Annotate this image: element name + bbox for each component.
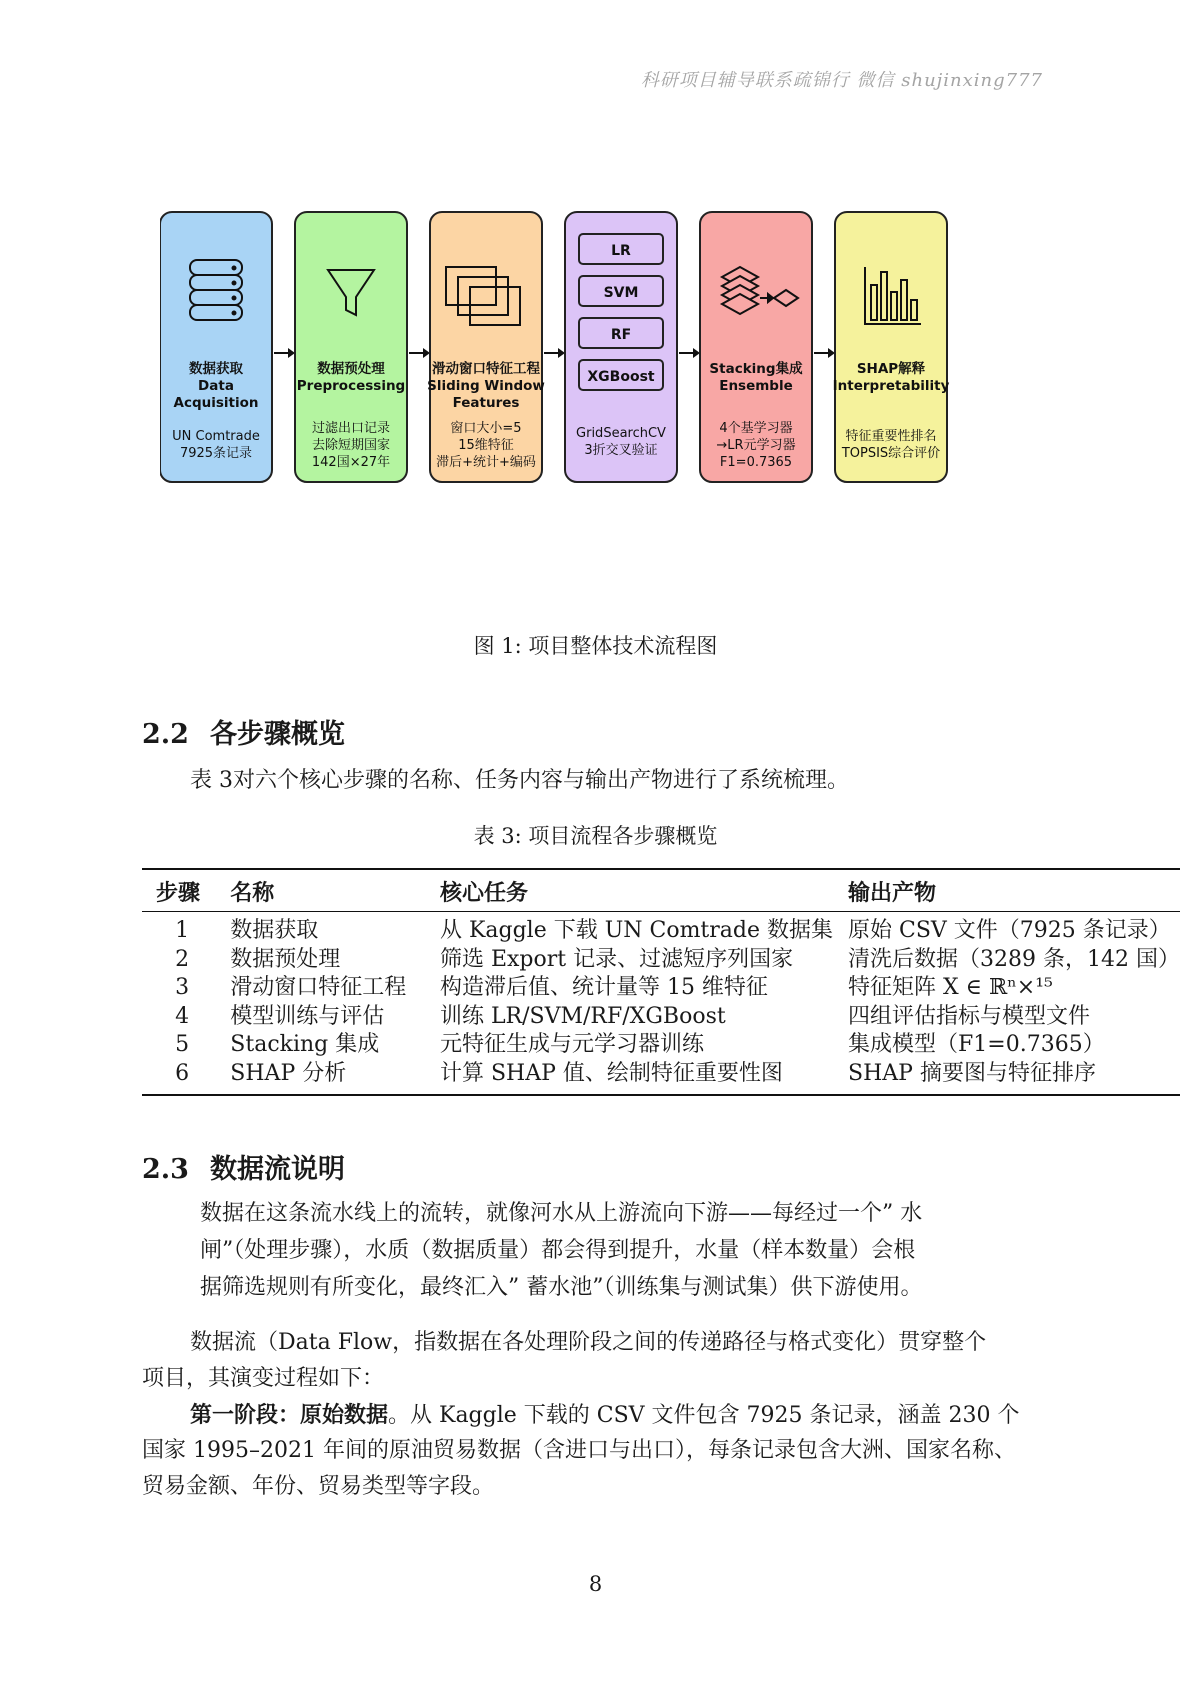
- quote-line: 数据在这条流水线上的流转，就像河水从上游流向下游——每经过一个” 水: [200, 1201, 923, 1226]
- pipeline-stage: [295, 212, 407, 482]
- stage-detail: F1=0.7365: [719, 455, 793, 470]
- stage-title: Features: [452, 395, 520, 411]
- pipeline-stage: [700, 212, 812, 482]
- cell-name: SHAP 分析: [222, 1060, 440, 1096]
- pipeline-stage: [833, 212, 950, 482]
- stage-detail: 4个基学习器: [719, 421, 793, 436]
- stage-detail: →LR元学习器: [716, 438, 796, 453]
- stage-detail: 特征重要性排名: [845, 429, 937, 444]
- cell-name: 数据获取: [230, 918, 319, 943]
- paragraph-line: 项目，其演变过程如下：: [142, 1366, 385, 1391]
- cell-task: 训练 LR/SVM/RF/XGBoost: [439, 1003, 726, 1029]
- stage-detail: 142国×27年: [311, 455, 391, 470]
- header-output: 输出产物: [848, 869, 1180, 912]
- stage-title: 数据预处理: [317, 361, 385, 377]
- cell-step: 5: [175, 1032, 190, 1057]
- arrowhead: [288, 348, 295, 358]
- table-caption: 表 3: 项目流程各步骤概览: [473, 824, 718, 848]
- paragraph-line: 数据流（Data Flow，指数据在各处理阶段之间的传递路径与格式变化）贯穿整个: [190, 1330, 987, 1355]
- watermark: 科研项目辅导联系疏锦行 微信 shujinxing777: [640, 70, 1043, 91]
- table-header-row: [142, 869, 1180, 912]
- stage-detail: 滞后+统计+编码: [436, 455, 536, 470]
- stage-detail: 3折交叉验证: [584, 443, 658, 458]
- cell-task: 计算 SHAP 值、绘制特征重要性图: [440, 1060, 848, 1096]
- stage-detail: GridSearchCV: [576, 426, 666, 441]
- stage-detail: 去除短期国家: [311, 438, 391, 453]
- cell-output: SHAP 摘要图与特征排序: [848, 1060, 1180, 1096]
- table-row: [142, 974, 1180, 1003]
- table-row: [142, 1003, 1180, 1032]
- model-label: LR: [611, 243, 631, 259]
- arrowhead: [828, 348, 835, 358]
- quote-line: 闸”（处理步骤），水质（数据质量）都会得到提升，水量（样本数量）会根: [200, 1238, 916, 1263]
- arrowhead: [558, 348, 565, 358]
- stage-title: Acquisition: [173, 395, 259, 411]
- pipeline-figure: [160, 145, 1030, 615]
- stage-text: 。从 Kaggle 下载的 CSV 文件包含 7925 条记录，涵盖 230 个: [388, 1403, 1020, 1428]
- stage-title: Interpretability: [832, 378, 950, 394]
- cell-name: Stacking 集成: [230, 1032, 380, 1057]
- cell-step: 1: [175, 918, 190, 943]
- cell-step: 2: [175, 946, 190, 972]
- cell-task: 构造滞后值、统计量等 15 维特征: [439, 975, 768, 1000]
- pipeline-stage: [427, 212, 545, 482]
- cell-output: 集成模型（F1=0.7365）: [848, 1032, 1105, 1057]
- analogy-quote: [200, 1195, 990, 1306]
- section-number: 2.2: [142, 719, 189, 750]
- stage-title: Stacking集成: [709, 361, 803, 377]
- cell-name: 模型训练与评估: [230, 1003, 385, 1029]
- header-step: 步骤: [142, 869, 222, 912]
- stage-detail: UN Comtrade: [172, 429, 260, 444]
- cell-step: 4: [175, 1003, 190, 1029]
- arrowhead: [423, 348, 430, 358]
- pipeline-stage: [160, 212, 272, 482]
- cell-step: 3: [175, 975, 190, 1000]
- cell-output: 原始 CSV 文件（7925 条记录）: [848, 918, 1171, 943]
- steps-table: [142, 868, 1180, 1096]
- header-task: 核心任务: [440, 869, 848, 912]
- model-label: RF: [610, 327, 632, 343]
- cell-task: 从 Kaggle 下载 UN Comtrade 数据集: [439, 918, 833, 943]
- table-row: [142, 912, 1180, 946]
- section-title: 数据流说明: [210, 1154, 345, 1185]
- section-heading-2-2: [142, 712, 345, 751]
- stage-title: SHAP解释: [856, 361, 926, 377]
- stage-title: Data: [198, 378, 234, 394]
- paragraph-line: 贸易金额、年份、贸易类型等字段。: [142, 1474, 495, 1499]
- stage-title: Sliding Window: [427, 378, 545, 394]
- cell-task: 元特征生成与元学习器训练: [439, 1032, 704, 1057]
- stage-detail: 过滤出口记录: [311, 421, 391, 436]
- page-number: 8: [588, 1572, 603, 1596]
- stage-label: 第一阶段：原始数据: [190, 1402, 389, 1428]
- cell-name: 数据预处理: [230, 946, 341, 972]
- paragraph-line: 国家 1995–2021 年间的原油贸易数据（含进口与出口），每条记录包含大洲、国家名称、: [142, 1438, 1016, 1463]
- stage-title: 滑动窗口特征工程: [432, 361, 540, 377]
- section-number: 2.3: [142, 1154, 189, 1185]
- cell-name: 滑动窗口特征工程: [230, 975, 407, 1000]
- model-label: SVM: [603, 285, 639, 301]
- section-heading-2-3: [142, 1147, 345, 1186]
- stage-detail: 窗口大小=5: [450, 421, 522, 436]
- model-label: XGBoost: [587, 369, 655, 385]
- stage-title: Ensemble: [719, 378, 793, 394]
- pipeline-diagram: [160, 145, 1030, 615]
- cell-output: 清洗后数据（3289 条，142 国）: [848, 946, 1180, 972]
- stage-title: Preprocessing: [296, 378, 406, 394]
- table-row: [142, 1060, 1180, 1096]
- table-row: [142, 946, 1180, 975]
- cell-output: 四组评估指标与模型文件: [848, 1003, 1091, 1029]
- stage-detail: 15维特征: [458, 438, 514, 453]
- table-row: [142, 1031, 1180, 1060]
- pipeline-stage: [565, 212, 677, 482]
- section-title: 各步骤概览: [210, 719, 345, 750]
- quote-line: 据筛选规则有所变化，最终汇入” 蓄水池”（训练集与测试集）供下游使用。: [200, 1275, 923, 1300]
- paragraph-line: [190, 1397, 1020, 1434]
- stage-detail: 7925条记录: [179, 446, 253, 461]
- stage-title: 数据获取: [189, 361, 243, 377]
- cell-task: 筛选 Export 记录、过滤短序列国家: [439, 946, 794, 972]
- stage-detail: TOPSIS综合评价: [841, 446, 941, 461]
- arrowhead: [693, 348, 700, 358]
- header-name: 名称: [222, 869, 440, 912]
- table-intro: 表 3对六个核心步骤的名称、任务内容与输出产物进行了系统梳理。: [190, 768, 849, 793]
- cell-output: 特征矩阵 X ∈ ℝⁿ×¹⁵: [848, 975, 1053, 1000]
- figure-caption: 图 1: 项目整体技术流程图: [473, 634, 718, 658]
- cell-step: 6: [142, 1060, 222, 1096]
